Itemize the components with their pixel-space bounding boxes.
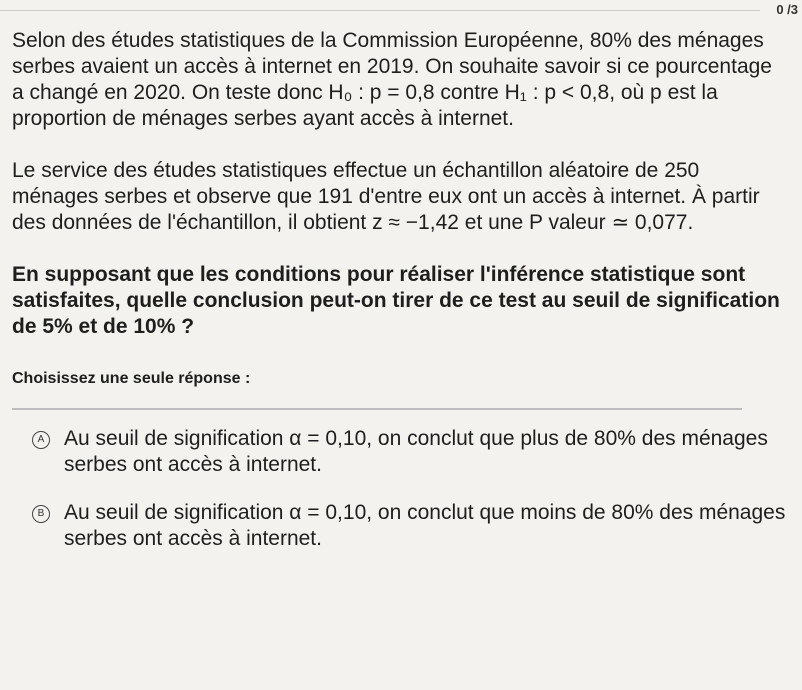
answer-option-a[interactable] bbox=[32, 426, 788, 478]
top-divider bbox=[0, 10, 760, 11]
option-text-a: Au seuil de signification α = 0,10, on conclut que plus de 80% des ménages serbes ont accès à internet. bbox=[64, 427, 768, 476]
question-paragraph-2: Le service des études statistiques effectue un échantillon aléatoire de 250 ménages serbes et observe que 191 d'entre eux ont un accès à internet. À partir des données de l'échantillon, il obtient z ≈ −1,42 et une P valeur ≃ 0,077. bbox=[12, 159, 760, 234]
question-panel bbox=[12, 28, 788, 552]
answer-option-b[interactable] bbox=[32, 500, 788, 552]
score-indicator: 0 /3 bbox=[776, 2, 798, 17]
option-letter-a: A bbox=[32, 431, 50, 449]
answer-prompt: Choisissez une seule réponse : bbox=[12, 370, 251, 387]
option-letter-b: B bbox=[32, 505, 50, 523]
question-paragraph-1: Selon des études statistiques de la Commission Européenne, 80% des ménages serbes avaient un accès à internet en 2019. On souhaite savoir si ce pourcentage a changé en 2020. On teste donc H₀ : p = 0,8 contre H₁ : p < 0,8, où p est la proportion de ménages serbes ayant accès à internet. bbox=[12, 29, 772, 130]
answer-divider bbox=[12, 408, 742, 410]
option-text-b: Au seuil de signification α = 0,10, on conclut que moins de 80% des ménages serbes ont accès à internet. bbox=[64, 501, 786, 550]
question-paragraph-3: En supposant que les conditions pour réaliser l'inférence statistique sont satisfaites, quelle conclusion peut-on tirer de ce test au seuil de signification de 5% et de 10% ? bbox=[12, 263, 780, 338]
